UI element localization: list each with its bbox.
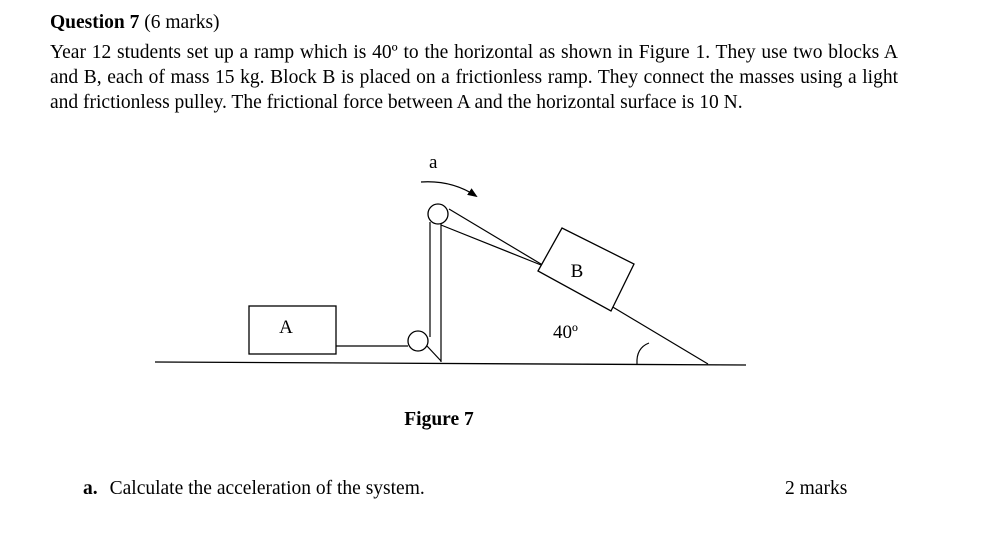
block-b-label: B — [570, 261, 584, 282]
ground-line — [155, 362, 746, 365]
part-a — [83, 477, 425, 501]
acceleration-arrow — [421, 182, 476, 196]
bottom-pulley — [408, 331, 428, 351]
bottom-pulley-mount — [427, 346, 441, 361]
acceleration-label: a — [429, 152, 438, 173]
question-marks: (6 marks) — [144, 12, 220, 33]
block-b — [538, 228, 634, 311]
part-a-marks: 2 marks — [785, 478, 848, 499]
angle-arc — [637, 343, 649, 364]
top-pulley — [428, 204, 448, 224]
part-a-text: Calculate the acceleration of the system. — [109, 478, 425, 499]
angle-label: 40º — [553, 322, 578, 343]
part-a-label: a. — [83, 478, 98, 499]
question-title: Question 7 — [50, 12, 140, 33]
figure-caption: Figure 7 — [404, 409, 474, 430]
block-a-label: A — [279, 317, 293, 338]
question-paragraph: Year 12 students set up a ramp which is 40º to the horizontal as shown in Figure 1. They use two blocks A and B, each of mass 15 kg. Block B is placed on a frictionless ramp. They connect the masses using a light and frictionless pulley. The frictional force between A and the horizontal surface is 10 N. — [50, 42, 898, 113]
ramp-inner-edge — [441, 225, 541, 265]
